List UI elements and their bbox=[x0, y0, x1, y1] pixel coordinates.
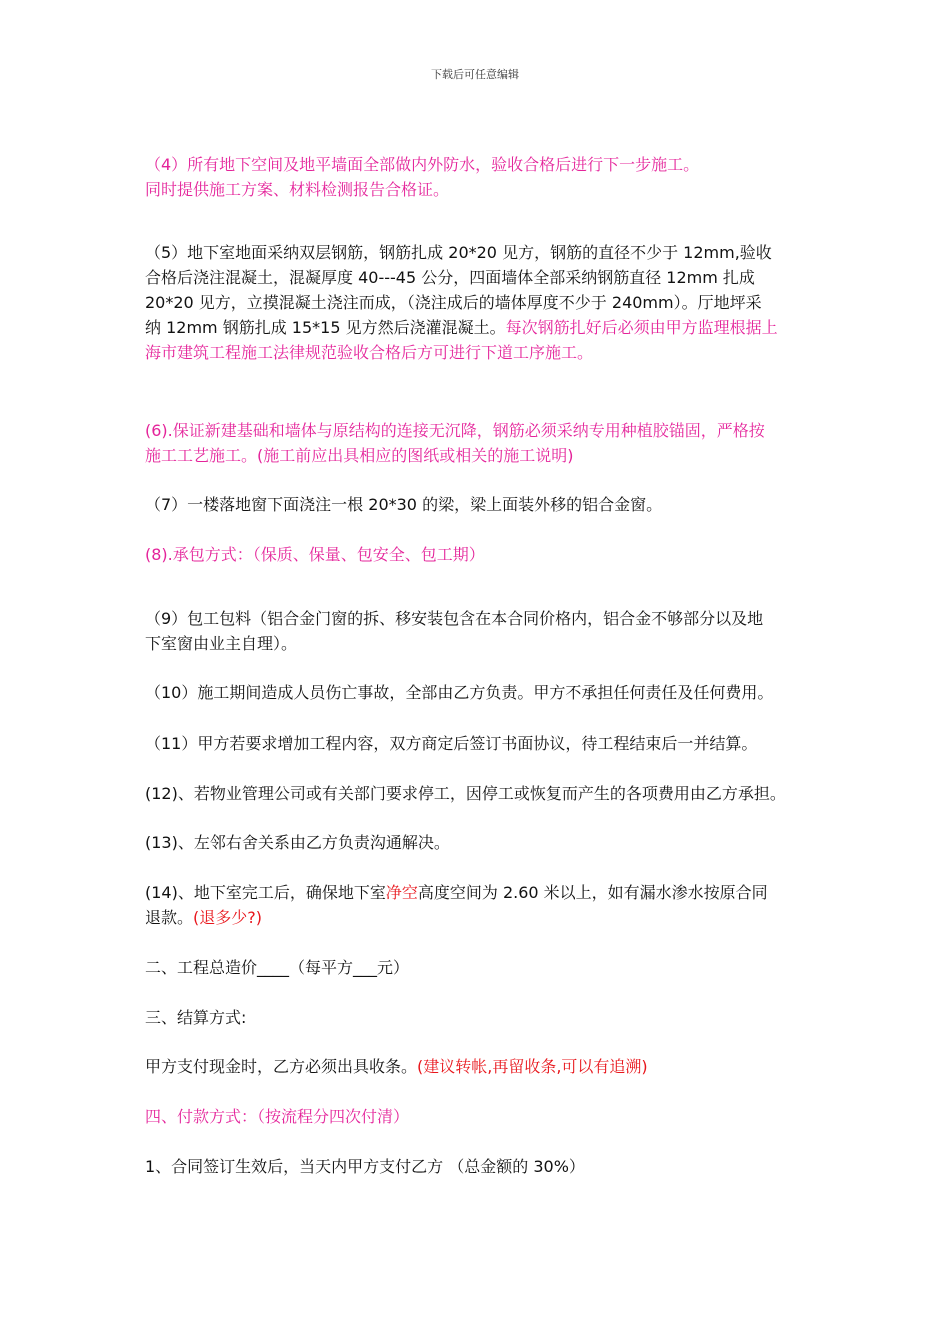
clause-8-detail: （保质、保量、包安全、包工期） bbox=[252, 545, 485, 564]
clause-14 bbox=[145, 880, 810, 930]
payment-item-1 bbox=[145, 1154, 810, 1179]
cash-payment-text: 甲方支付现金时，乙方必须出具收条。 bbox=[145, 1057, 418, 1076]
clause-5-supervision-note: 每次钢筋扎好后必须由甲方监理根据上 bbox=[505, 318, 778, 337]
clause-6-line-2: 施工工艺施工。(施工前应出具相应的图纸或相关的施工说明) bbox=[145, 446, 574, 465]
section-total-price bbox=[145, 955, 810, 980]
clause-5-line-2: 合格后浇注混凝土，混凝厚度 40---45 公分，四面墙体全部采纳钢筋直径 12mm 扎成 bbox=[145, 268, 755, 287]
section-payment-method bbox=[145, 1104, 810, 1129]
clause-4-line-1: （4）所有地下空间及地平墙面全部做内外防水，验收合格后进行下一步施工。 bbox=[145, 155, 700, 174]
clause-14-part-3: 高度空间为 2.60 米以上，如有漏水渗水按原合同 bbox=[417, 883, 768, 902]
clause-5-line-4 bbox=[145, 315, 810, 340]
payment-item-1-text: 1、合同签订生效后，当天内甲方支付乙方 （总金额的 30%） bbox=[145, 1157, 585, 1176]
clause-9-line-2: 下室窗由业主自理）。 bbox=[145, 634, 298, 653]
clause-8-label: (8).承包方式： bbox=[145, 545, 253, 564]
clause-5-line-5: 海市建筑工程施工法律规范验收合格后方可进行下道工序施工。 bbox=[145, 343, 594, 362]
clause-4-line-2: 同时提供施工方案、材料检测报告合格证。 bbox=[145, 180, 450, 199]
clause-12-text: (12)、若物业管理公司或有关部门要求停工，因停工或恢复而产生的各项费用由乙方承担。 bbox=[145, 784, 786, 803]
header-note: 下载后可任意编辑 bbox=[431, 68, 519, 81]
clause-9-line-1: （9）包工包料（铝合金门窗的拆、移安装包含在本合同价格内，铝合金不够部分以及地 bbox=[145, 609, 764, 628]
clause-5-line-3: 20*20 见方，立摸混凝土浇注而成，（浇注成后的墙体厚度不少于 240mm）。厅地坪采 bbox=[145, 293, 762, 312]
cash-payment-note bbox=[145, 1054, 810, 1079]
clause-8 bbox=[145, 542, 810, 567]
clause-6-line-1: (6).保证新建基础和墙体与原结构的连接无沉降，钢筋必须采纳专用种植胶锚固，严格按 bbox=[145, 421, 765, 440]
clause-5 bbox=[145, 240, 810, 365]
clause-5-line-4-text: 纳 12mm 钢筋扎成 15*15 见方然后浇灌混凝土。 bbox=[145, 318, 506, 337]
clause-4 bbox=[145, 152, 810, 202]
section-total-price-text: 二、工程总造价____（每平方___元） bbox=[145, 958, 410, 977]
clause-13 bbox=[145, 830, 810, 855]
section-settlement-text: 三、结算方式: bbox=[145, 1008, 247, 1027]
clause-13-text: (13)、左邻右舍关系由乙方负责沟通解决。 bbox=[145, 833, 450, 852]
clause-11 bbox=[145, 731, 810, 756]
cash-payment-advice: (建议转帐,再留收条,可以有追溯) bbox=[417, 1057, 648, 1076]
clause-7 bbox=[145, 492, 810, 517]
clause-14-part-1: (14)、地下室完工后，确保地下室 bbox=[145, 883, 386, 902]
clause-5-line-1: （5）地下室地面采纳双层钢筋，钢筋扎成 20*20 见方，钢筋的直径不少于 12mm,验收 bbox=[145, 243, 772, 262]
clause-12 bbox=[145, 781, 810, 806]
clause-6 bbox=[145, 418, 810, 468]
clause-14-refund: 退款。 bbox=[145, 908, 194, 927]
clause-10 bbox=[145, 680, 810, 705]
section-settlement bbox=[145, 1005, 810, 1030]
clause-11-text: （11）甲方若要求增加工程内容，双方商定后签订书面协议，待工程结束后一并结算。 bbox=[145, 734, 758, 753]
clause-14-refund-question: (退多少?) bbox=[193, 908, 262, 927]
clause-7-text: （7）一楼落地窗下面浇注一根 20*30 的梁，梁上面装外移的铝合金窗。 bbox=[145, 495, 663, 514]
clause-10-text: （10）施工期间造成人员伤亡事故，全部由乙方负责。甲方不承担任何责任及任何费用。 bbox=[145, 683, 774, 702]
section-payment-method-text: 四、付款方式：（按流程分四次付清） bbox=[145, 1107, 410, 1126]
clause-14-clearance: 净空 bbox=[385, 883, 418, 902]
clause-9 bbox=[145, 606, 810, 656]
